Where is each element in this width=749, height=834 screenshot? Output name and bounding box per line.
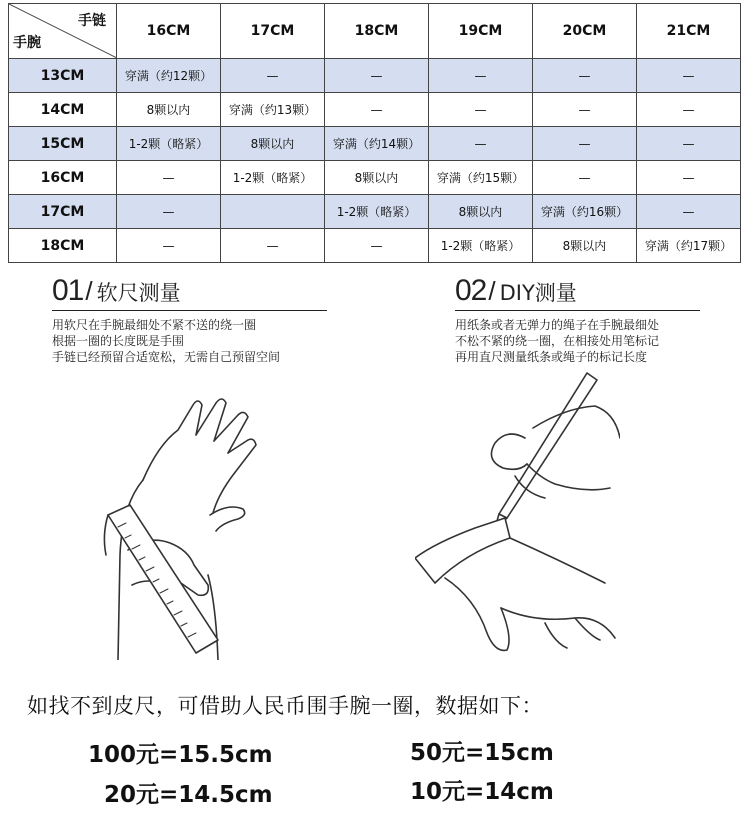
method-soft-ruler — [52, 274, 327, 365]
corner-bracelet-label: 手链 — [78, 13, 106, 29]
table-cell: — — [429, 127, 533, 161]
method-slash: / — [488, 276, 496, 306]
table-cell: — — [325, 59, 429, 93]
instruction-line: 根据一圈的长度既是手围 — [52, 334, 185, 348]
method-instructions — [455, 317, 700, 365]
table-cell: 1-2颗（略紧） — [429, 229, 533, 263]
banknote-50-value: 50元=15cm — [410, 740, 554, 766]
table-cell: 8颗以内 — [117, 93, 221, 127]
table-cell: 8颗以内 — [429, 195, 533, 229]
instruction-line: 不松不紧的绕一圈，在相接处用笔标记 — [455, 334, 660, 348]
table-cell: — — [637, 93, 741, 127]
table-cell: — — [221, 59, 325, 93]
table-row — [9, 59, 741, 93]
banknote-intro-text: 如找不到皮尺，可借助人民币围手腕一圈，数据如下： — [27, 694, 543, 718]
table-cell: 穿满（约12颗） — [117, 59, 221, 93]
corner-wrist-label: 手腕 — [13, 35, 41, 51]
method-title — [455, 274, 700, 308]
instruction-line: 手链已经预留合适宽松，无需自己预留空间 — [52, 350, 281, 364]
table-cell: 穿满（约16颗） — [533, 195, 637, 229]
table-cell — [221, 195, 325, 229]
method-instructions — [52, 317, 327, 365]
table-cell: — — [637, 161, 741, 195]
table-cell: — — [325, 93, 429, 127]
column-header: 17CM — [221, 4, 325, 59]
method-divider — [455, 310, 700, 311]
table-cell: 1-2颗（略紧） — [117, 127, 221, 161]
table-cell: 8颗以内 — [325, 161, 429, 195]
table-cell: — — [117, 161, 221, 195]
table-cell: 穿满（约15颗） — [429, 161, 533, 195]
table-cell: — — [637, 59, 741, 93]
table-cell: — — [533, 161, 637, 195]
table-cell: 穿满（约17颗） — [637, 229, 741, 263]
instruction-line: 用软尺在手腕最细处不紧不送的绕一圈 — [52, 318, 257, 332]
table-header-row — [9, 4, 741, 59]
column-header: 16CM — [117, 4, 221, 59]
column-header: 21CM — [637, 4, 741, 59]
table-cell: — — [637, 195, 741, 229]
hand-tape-measure-illustration — [98, 385, 298, 660]
method-name: DIY测量 — [499, 281, 577, 305]
column-header: 18CM — [325, 4, 429, 59]
table-cell: — — [429, 59, 533, 93]
hand-pen-marking-illustration — [415, 368, 620, 658]
table-cell: — — [533, 59, 637, 93]
method-divider — [52, 310, 327, 311]
banknote-10-value: 10元=14cm — [410, 779, 554, 805]
table-cell: — — [429, 93, 533, 127]
row-header: 16CM — [9, 161, 117, 195]
table-row — [9, 229, 741, 263]
table-cell: 穿满（约13颗） — [221, 93, 325, 127]
table-cell: — — [117, 229, 221, 263]
instruction-line: 再用直尺测量纸条或绳子的标记长度 — [455, 350, 648, 364]
row-header: 14CM — [9, 93, 117, 127]
table-cell: — — [325, 229, 429, 263]
method-title — [52, 274, 327, 308]
banknote-100-value: 100元=15.5cm — [88, 742, 273, 768]
size-table — [8, 3, 741, 263]
column-header: 20CM — [533, 4, 637, 59]
table-cell: — — [117, 195, 221, 229]
table-cell: — — [533, 93, 637, 127]
column-header: 19CM — [429, 4, 533, 59]
table-row — [9, 161, 741, 195]
table-cell: 穿满（约14颗） — [325, 127, 429, 161]
method-slash: / — [85, 276, 93, 306]
table-row — [9, 195, 741, 229]
method-number: 01 — [52, 274, 84, 307]
table-row — [9, 127, 741, 161]
method-number: 02 — [455, 274, 487, 307]
instruction-line: 用纸条或者无弹力的绳子在手腕最细处 — [455, 318, 660, 332]
row-header: 15CM — [9, 127, 117, 161]
table-cell: — — [221, 229, 325, 263]
table-cell: 1-2颗（略紧） — [325, 195, 429, 229]
banknote-20-value: 20元=14.5cm — [104, 782, 273, 808]
table-cell: 1-2颗（略紧） — [221, 161, 325, 195]
row-header: 13CM — [9, 59, 117, 93]
table-row — [9, 93, 741, 127]
row-header: 17CM — [9, 195, 117, 229]
table-corner-cell — [9, 4, 117, 59]
table-cell: — — [533, 127, 637, 161]
method-name: 软尺测量 — [96, 281, 181, 305]
row-header: 18CM — [9, 229, 117, 263]
table-cell: 8颗以内 — [221, 127, 325, 161]
table-cell: — — [637, 127, 741, 161]
method-diy — [455, 274, 700, 365]
table-cell: 8颗以内 — [533, 229, 637, 263]
